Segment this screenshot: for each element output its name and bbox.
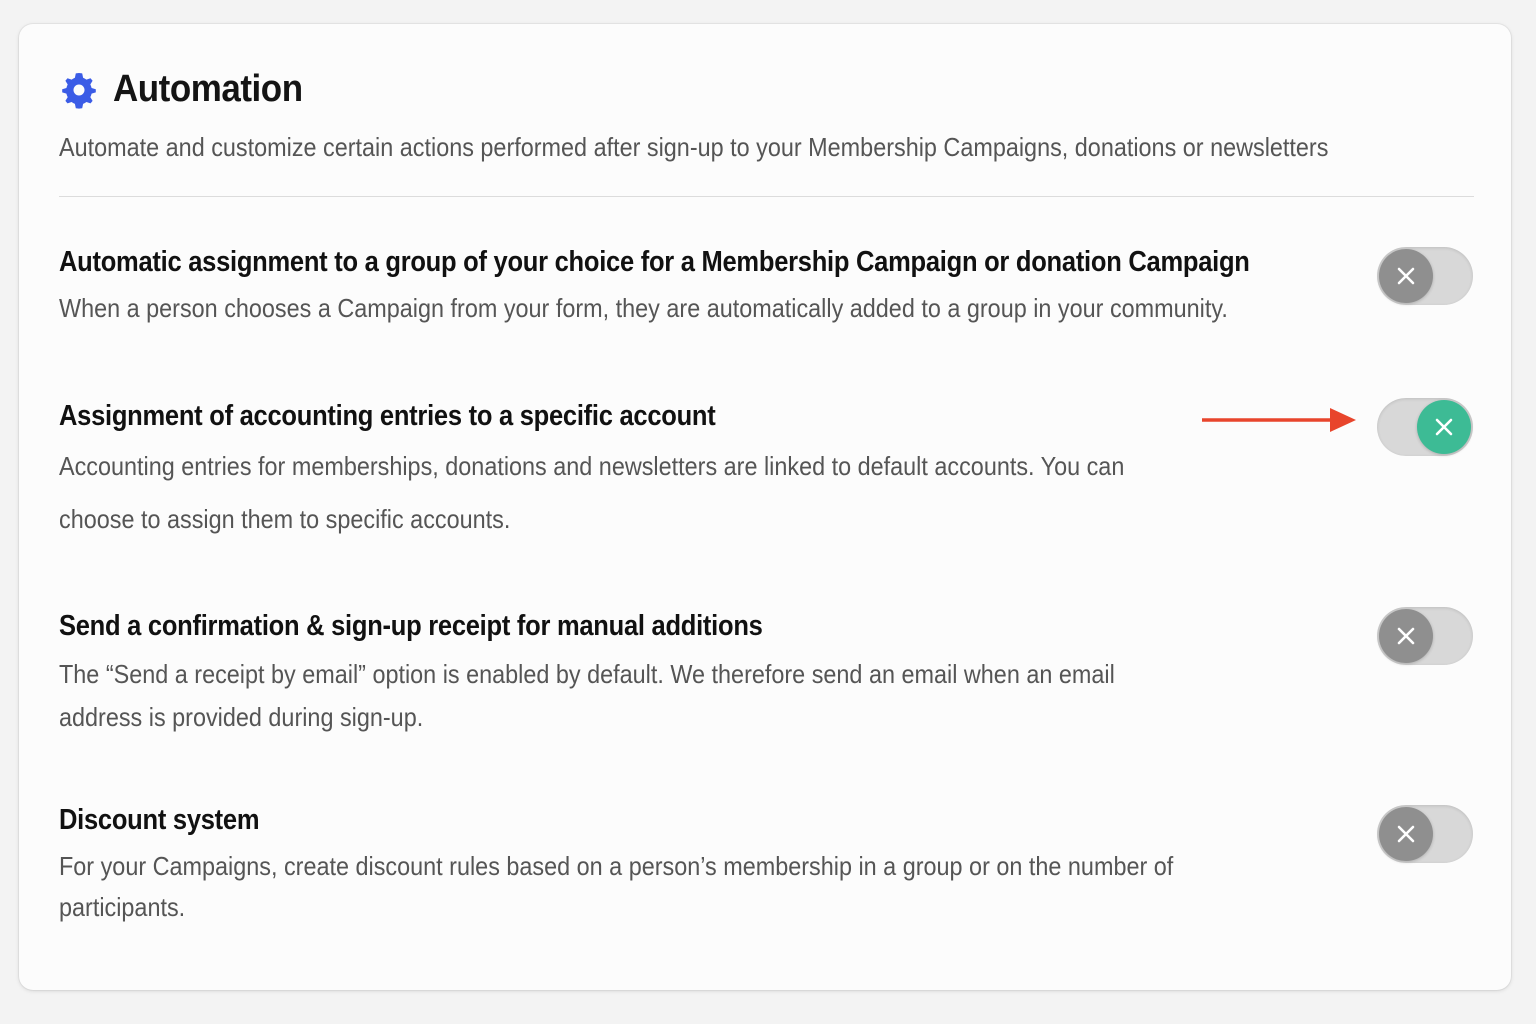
close-icon xyxy=(1395,823,1417,845)
toggle-knob xyxy=(1417,400,1471,454)
close-icon xyxy=(1433,416,1455,438)
page-title: Automation xyxy=(113,68,303,110)
toggle-automatic-group-assignment[interactable] xyxy=(1377,247,1473,305)
setting-automatic-group-assignment xyxy=(59,246,1412,324)
setting-title: Discount system xyxy=(59,804,260,836)
toggle-knob xyxy=(1379,609,1433,663)
toggle-confirmation-receipt[interactable] xyxy=(1377,607,1473,665)
gear-icon xyxy=(59,70,99,110)
toggle-accounting-entries[interactable] xyxy=(1377,398,1473,456)
panel-header xyxy=(59,68,319,111)
setting-description-line-1: Accounting entries for memberships, donations and newsletters are linked to default accounts. You can xyxy=(59,451,1125,481)
divider xyxy=(59,196,1474,197)
toggle-knob xyxy=(1379,249,1433,303)
setting-title: Assignment of accounting entries to a specific account xyxy=(59,400,716,432)
setting-accounting-entries xyxy=(59,400,1243,535)
setting-confirmation-receipt xyxy=(59,610,1232,733)
setting-description: When a person chooses a Campaign from your form, they are automatically added to a group in your community. xyxy=(59,293,1228,323)
close-icon xyxy=(1395,625,1417,647)
setting-title: Send a confirmation & sign-up receipt for manual additions xyxy=(59,610,763,642)
setting-title: Automatic assignment to a group of your choice for a Membership Campaign or donation Campaign xyxy=(59,246,1250,278)
close-icon xyxy=(1395,265,1417,287)
setting-description-line-2: address is provided during sign-up. xyxy=(59,702,424,732)
toggle-knob xyxy=(1379,807,1433,861)
automation-panel xyxy=(19,24,1511,990)
setting-description-line-1: For your Campaigns, create discount rules based on a person’s membership in a group or on the number of xyxy=(59,851,1174,881)
setting-discount-system xyxy=(59,804,1297,923)
page-subtitle: Automate and customize certain actions performed after sign-up to your Membership Campaigns, donations or newsletters xyxy=(59,132,1329,162)
setting-description-line-1: The “Send a receipt by email” option is enabled by default. We therefore send an email when an email xyxy=(59,659,1115,689)
toggle-discount-system[interactable] xyxy=(1377,805,1473,863)
annotation-arrow-icon xyxy=(1202,404,1358,436)
setting-description-line-2: participants. xyxy=(59,892,186,922)
setting-description-line-2: choose to assign them to specific accounts. xyxy=(59,504,511,534)
